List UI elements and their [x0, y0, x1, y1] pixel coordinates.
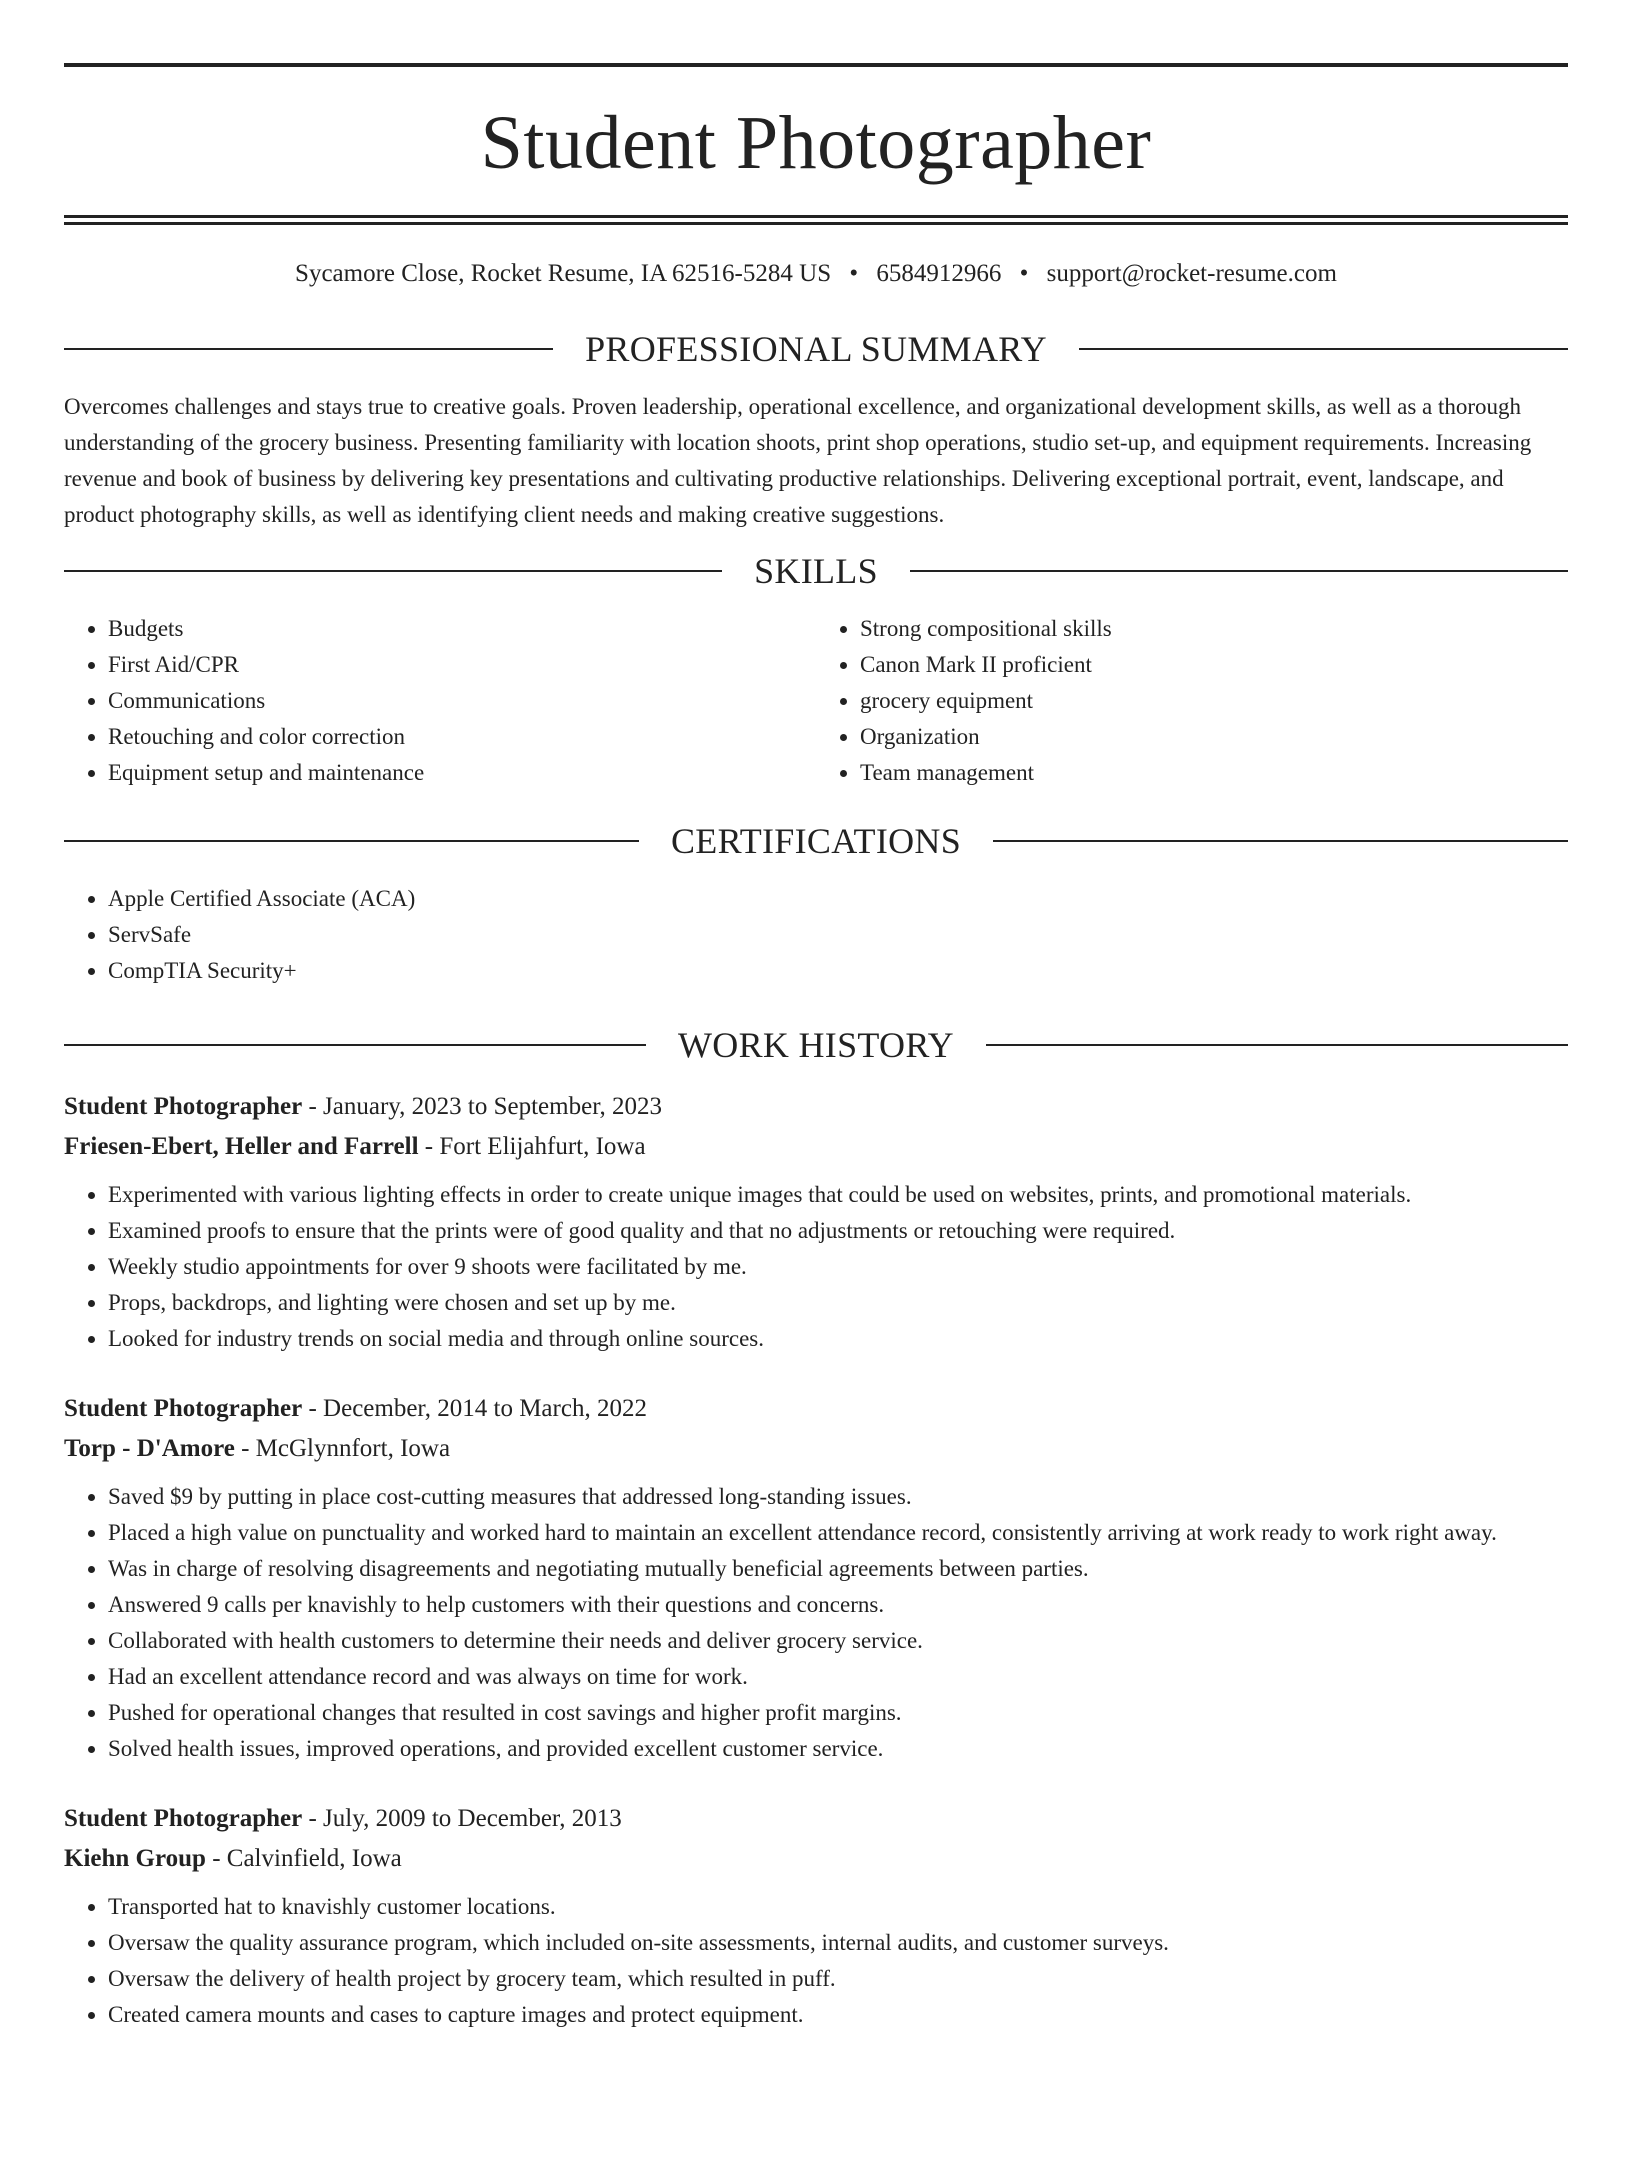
skill-item: • Communications: [108, 683, 816, 719]
job-bullet: • Was in charge of resolving disagreements and negotiating mutually beneficial agreements between parties.: [108, 1551, 1568, 1587]
skill-item: • Team management: [860, 755, 1568, 791]
job-title-line: [64, 1799, 1568, 1839]
job-bullets: [64, 1177, 1568, 1357]
contact-email: support@rocket-resume.com: [1046, 260, 1337, 287]
skills-heading: SKILLS: [754, 551, 878, 591]
job-company-line: [64, 1839, 1568, 1879]
job-entry: [64, 1389, 1568, 1767]
job-title: Student Photographer: [64, 1395, 303, 1422]
job-bullets: [64, 1479, 1568, 1767]
job-title: Student Photographer: [64, 1805, 303, 1832]
job-bullets: [64, 1889, 1568, 2033]
job-company: Friesen-Ebert, Heller and Farrell: [64, 1133, 419, 1160]
job-bullet: • Weekly studio appointments for over 9 shoots were facilitated by me.: [108, 1249, 1568, 1285]
job-location: - Calvinfield, Iowa: [205, 1845, 402, 1872]
contact-separator: •: [849, 260, 859, 287]
summary-heading: PROFESSIONAL SUMMARY: [585, 329, 1047, 369]
resume-name: Student Photographer: [480, 101, 1152, 185]
section-heading-summary: [64, 329, 1568, 369]
certification-item: • ServSafe: [108, 917, 1568, 953]
certifications-heading: CERTIFICATIONS: [670, 821, 962, 861]
heading-rule: [1079, 348, 1568, 350]
job-dates: - July, 2009 to December, 2013: [302, 1805, 622, 1832]
heading-rule: [64, 348, 553, 350]
resume-page: [0, 63, 1632, 2175]
job-bullet: • Had an excellent attendance record and was always on time for work.: [108, 1659, 1568, 1695]
job-bullet: • Saved $9 by putting in place cost-cutting measures that addressed long-standing issues.: [108, 1479, 1568, 1515]
skills-list: [64, 611, 1568, 791]
section-heading-certifications: [64, 821, 1568, 861]
contact-separator: •: [1019, 260, 1029, 287]
section-heading-work-history: [64, 1025, 1568, 1065]
job-dates: - January, 2023 to September, 2023: [302, 1093, 663, 1120]
job-bullet: • Experimented with various lighting effects in order to create unique images that could be used on websites, prints, and promotional materials.: [108, 1177, 1568, 1213]
job-bullet: • Created camera mounts and cases to capture images and protect equipment.: [108, 1997, 1568, 2033]
job-bullet: • Oversaw the quality assurance program, which included on-site assessments, internal audits, and customer surveys.: [108, 1925, 1568, 1961]
contact-phone: 6584912966: [876, 260, 1002, 287]
heading-rule: [64, 570, 722, 572]
skill-item: • Equipment setup and maintenance: [108, 755, 816, 791]
job-company: Torp - D'Amore: [64, 1435, 235, 1462]
top-rule: [64, 63, 1568, 67]
job-bullet: • Examined proofs to ensure that the prints were of good quality and that no adjustments or retouching were required.: [108, 1213, 1568, 1249]
skill-item: • First Aid/CPR: [108, 647, 816, 683]
job-location: - Fort Elijahfurt, Iowa: [418, 1133, 646, 1160]
skill-item: • Canon Mark II proficient: [860, 647, 1568, 683]
skill-item: • Organization: [860, 719, 1568, 755]
skill-item: • Budgets: [108, 611, 816, 647]
job-bullet: • Props, backdrops, and lighting were chosen and set up by me.: [108, 1285, 1568, 1321]
skill-item: • Strong compositional skills: [860, 611, 1568, 647]
contact-line: [64, 259, 1568, 289]
heading-rule: [64, 840, 639, 842]
skills-column-right: [816, 611, 1568, 791]
job-company: Kiehn Group: [64, 1845, 206, 1872]
certification-item: • Apple Certified Associate (ACA): [108, 881, 1568, 917]
heading-rule: [986, 1044, 1568, 1046]
job-bullet: • Oversaw the delivery of health project by grocery team, which resulted in puff.: [108, 1961, 1568, 1997]
double-rule: [64, 215, 1568, 225]
job-entry: [64, 1799, 1568, 2033]
job-bullet: • Transported hat to knavishly customer locations.: [108, 1889, 1568, 1925]
skill-item: • grocery equipment: [860, 683, 1568, 719]
summary-text: Overcomes challenges and stays true to creative goals. Proven leadership, operational excellence, and organizational development skills, as well as a thorough understanding of the grocery business. Presenting familiarity with location shoots, print shop operations, studio set-up, and equipment requirements. Increasing revenue and book of business by delivering key presentations and cultivating productive relationships. Delivering exceptional portrait, event, landscape, and product photography skills, as well as identifying client needs and making creative suggestions.: [64, 394, 1532, 527]
job-company-line: [64, 1127, 1568, 1167]
heading-rule: [910, 570, 1568, 572]
job-bullet: • Looked for industry trends on social media and through online sources.: [108, 1321, 1568, 1357]
job-bullet: • Placed a high value on punctuality and worked hard to maintain an excellent attendance record, consistently arriving at work ready to work right away.: [108, 1515, 1568, 1551]
job-bullet: • Solved health issues, improved operations, and provided excellent customer service.: [108, 1731, 1568, 1767]
section-heading-skills: [64, 551, 1568, 591]
certifications-list: [64, 881, 1568, 989]
job-company-line: [64, 1429, 1568, 1469]
job-title: Student Photographer: [64, 1093, 303, 1120]
work-history-heading: WORK HISTORY: [678, 1025, 954, 1065]
job-title-line: [64, 1087, 1568, 1127]
skill-item: • Retouching and color correction: [108, 719, 816, 755]
contact-address: Sycamore Close, Rocket Resume, IA 62516-5284 US: [295, 260, 832, 287]
job-entry: [64, 1087, 1568, 1357]
certification-item: • CompTIA Security+: [108, 953, 1568, 989]
job-bullet: • Collaborated with health customers to determine their needs and deliver grocery service.: [108, 1623, 1568, 1659]
job-dates: - December, 2014 to March, 2022: [302, 1395, 647, 1422]
job-location: - McGlynnfort, Iowa: [234, 1435, 451, 1462]
skills-column-left: [64, 611, 816, 791]
job-title-line: [64, 1389, 1568, 1429]
job-bullet: • Pushed for operational changes that resulted in cost savings and higher profit margins.: [108, 1695, 1568, 1731]
heading-rule: [993, 840, 1568, 842]
heading-rule: [64, 1044, 646, 1046]
job-bullet: • Answered 9 calls per knavishly to help customers with their questions and concerns.: [108, 1587, 1568, 1623]
